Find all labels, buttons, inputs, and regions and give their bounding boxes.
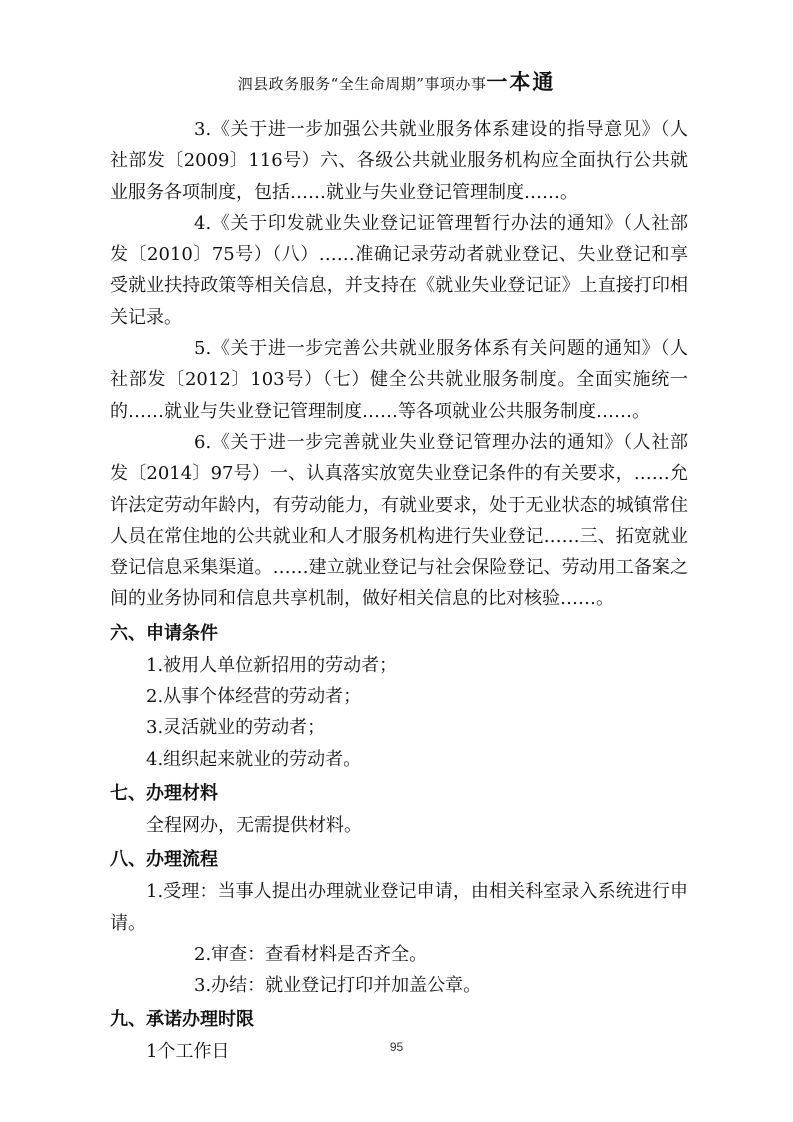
list-item: 2.从事个体经营的劳动者； xyxy=(146,686,362,708)
page-number: 95 xyxy=(389,1040,404,1054)
list-item: 3.办结：就业登记打印并加盖公章。 xyxy=(194,975,482,997)
paragraph: 3.《关于进一步加强公共就业服务体系建设的指导意见》（人社部发〔2009〕116号）六、各级公共就业服务机构应全面执行公共就业服务各项制度，包括……就业与失业登记管理制度……。 xyxy=(110,119,688,203)
section-heading-time-limit: 九、承诺办理时限 xyxy=(110,1009,254,1031)
list-item: 2.审查：查看材料是否齐全。 xyxy=(194,943,428,965)
document-body xyxy=(110,114,688,1068)
section-heading-materials: 七、办理材料 xyxy=(110,782,218,804)
list-item: 1.受理：当事人提出办理就业登记申请，由相关科室录入系统进行申请。 xyxy=(110,881,688,934)
section-text: 1个工作日 xyxy=(146,1041,230,1063)
header-title: 泗县政务服务“全生命周期”事项办事 xyxy=(237,75,487,93)
list-item: 3.灵活就业的劳动者； xyxy=(146,717,326,739)
paragraph: 4.《关于印发就业失业登记证管理暂行办法的通知》（人社部发〔2010〕75号）（八）……准确记录劳动者就业登记、失业登记和享受就业扶持政策等相关信息，并支持在《就业失业登记证》上直接打印相关记录。 xyxy=(110,212,688,328)
paragraph: 6.《关于进一步完善就业失业登记管理办法的通知》（人社部发〔2014〕97号）一、认真落实放宽失业登记条件的有关要求，……允许法定劳动年龄内，有劳动能力，有就业要求，处于无业状态的城镇常住人员在常住地的公共就业和人才服务机构进行失业登记……三、拓宽就业登记信息采集渠道。……建立就业登记与社会保险登记、劳动用工备案之间的业务协同和信息共享机制，做好相关信息的比对核验……。 xyxy=(110,431,688,610)
header-title-emphasis: 一本通 xyxy=(486,69,556,94)
list-item: 4.组织起来就业的劳动者。 xyxy=(146,748,362,770)
list-item: 1.被用人单位新招用的劳动者； xyxy=(146,654,398,676)
section-text: 全程网办，无需提供材料。 xyxy=(146,814,362,836)
page-header xyxy=(0,66,793,96)
section-heading-conditions: 六、申请条件 xyxy=(110,622,218,644)
section-heading-process: 八、办理流程 xyxy=(110,849,218,871)
paragraph: 5.《关于进一步完善公共就业服务体系有关问题的通知》（人社部发〔2012〕103号）（七）健全公共就业服务制度。全面实施统一的……就业与失业登记管理制度……等各项就业公共服务制度……。 xyxy=(110,338,688,422)
